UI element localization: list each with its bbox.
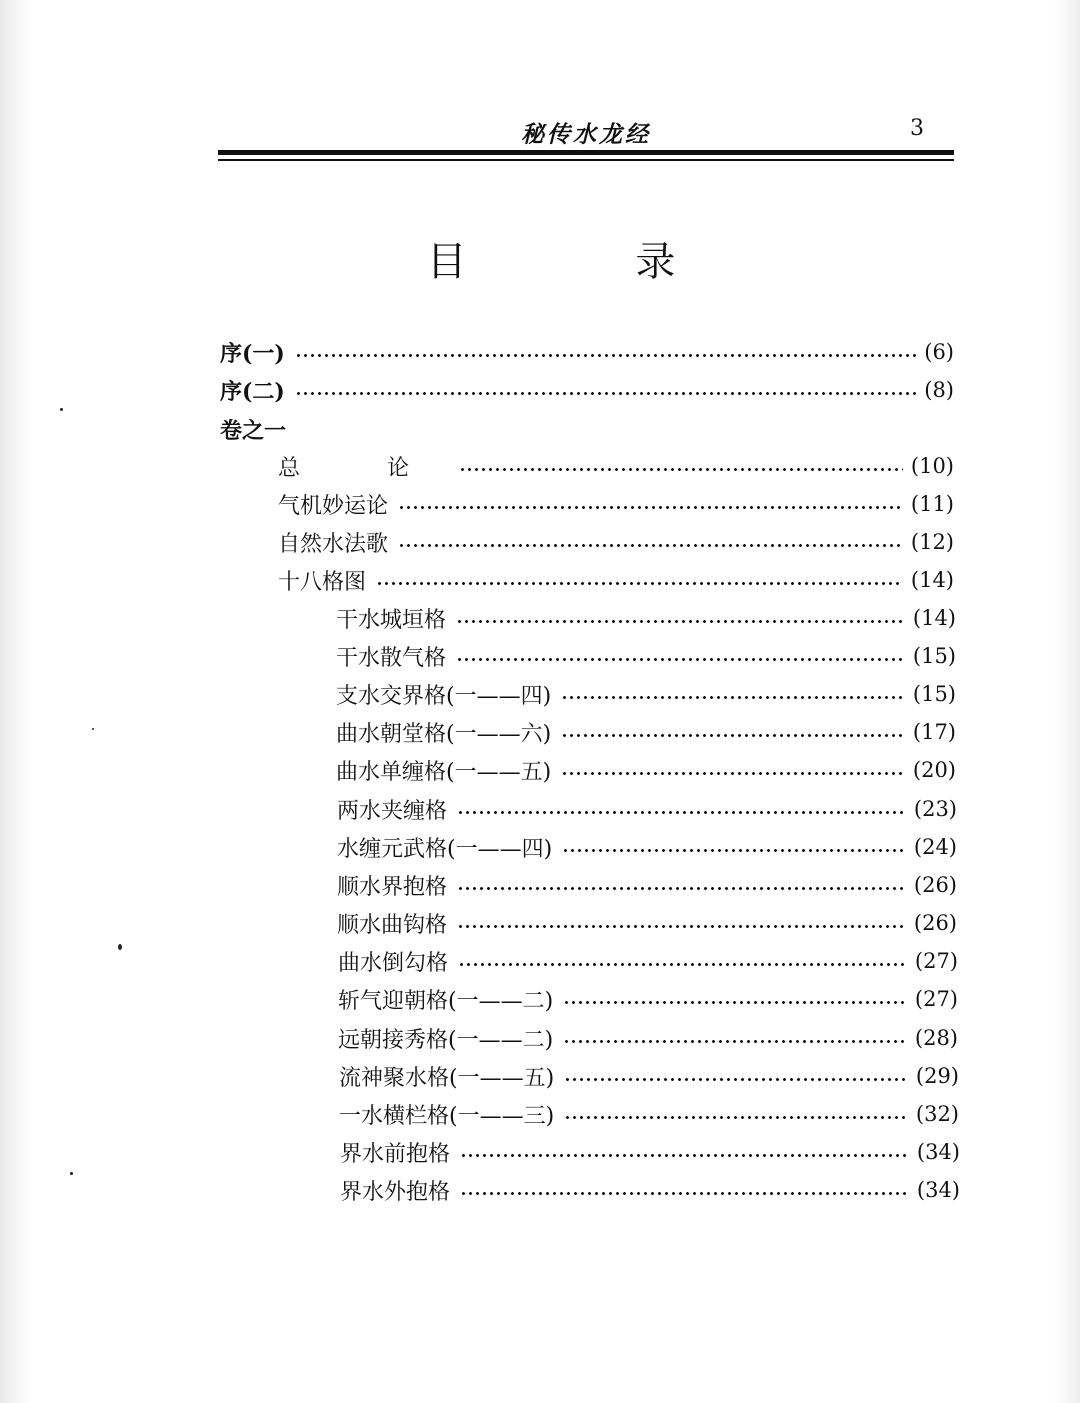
toc-entry-label: 水缠元武格(一——四) [337, 836, 553, 862]
dot-leader [457, 792, 906, 826]
toc-entry-label: 支水交界格(一——四) [336, 683, 552, 709]
toc-section-label: 卷之一 [220, 417, 287, 444]
dot-leader [561, 753, 905, 787]
dot-leader [561, 715, 905, 749]
toc-entry-page: (14) [910, 568, 954, 592]
dot-leader [457, 868, 906, 902]
toc-entry-label: 自然水法歌 [278, 531, 389, 557]
toc-entry-page: (15) [912, 644, 956, 668]
toc-entry[interactable] [337, 906, 957, 940]
toc-entry-label: 顺水曲钩格 [337, 912, 448, 938]
toc-entry[interactable] [278, 563, 954, 597]
toc-entry[interactable] [336, 677, 956, 711]
dot-leader [459, 449, 903, 483]
toc-entry-page: (34) [916, 1178, 960, 1202]
toc-entry-page: (20) [912, 758, 956, 782]
toc-heading: 目 录 [426, 239, 754, 285]
dot-leader [563, 1021, 907, 1055]
toc-entry[interactable] [220, 373, 954, 407]
toc-entry-label: 顺水界抱格 [337, 874, 448, 900]
toc-entry-page: (17) [912, 720, 956, 744]
book-title: 秘传水龙经 [521, 121, 651, 148]
dot-leader [295, 373, 916, 407]
toc-entry[interactable] [336, 639, 956, 673]
toc-entry-label: 气机妙运论 [278, 493, 389, 519]
toc-entry-label: 界水前抱格 [340, 1141, 451, 1167]
toc-entry[interactable] [338, 944, 958, 978]
dot-leader [564, 1059, 908, 1093]
toc-entry-page: (27) [914, 949, 958, 973]
dot-leader [460, 1173, 909, 1207]
toc-entry-label: 总 论 [278, 455, 449, 481]
dot-leader [456, 639, 905, 673]
toc-entry[interactable] [338, 982, 958, 1016]
toc-entry[interactable] [337, 792, 957, 826]
toc-entry[interactable] [278, 525, 954, 559]
toc-entry[interactable] [336, 601, 956, 635]
toc-entry-page: (6) [924, 340, 954, 364]
toc-entry-page: (10) [910, 454, 954, 478]
scan-speck [118, 944, 122, 950]
toc-entry-label: 一水横栏格(一——三) [339, 1103, 555, 1129]
dot-leader [398, 525, 903, 559]
dot-leader [561, 677, 905, 711]
scan-speck [92, 728, 94, 730]
toc-entry[interactable] [339, 1097, 959, 1131]
toc-entry[interactable] [337, 830, 957, 864]
toc-entry-label: 曲水单缠格(一——五) [336, 759, 552, 785]
toc-entry-label: 干水城垣格 [336, 607, 447, 633]
toc-entry-label: 曲水朝堂格(一——六) [336, 721, 552, 747]
dot-leader [563, 982, 907, 1016]
dot-leader [398, 487, 903, 521]
toc-entry-page: (28) [914, 1026, 958, 1050]
toc-entry-label: 两水夹缠格 [337, 798, 448, 824]
toc-entry-label: 十八格图 [278, 569, 367, 595]
toc-entry[interactable] [336, 753, 956, 787]
toc-entry[interactable] [340, 1135, 960, 1169]
toc-section-heading [220, 412, 520, 446]
toc-entry[interactable] [340, 1173, 960, 1207]
toc-entry[interactable] [338, 1021, 958, 1055]
toc-entry-label: 曲水倒勾格 [338, 950, 449, 976]
dot-leader [458, 944, 907, 978]
toc-entry-page: (8) [924, 378, 954, 402]
toc-entry-page: (26) [913, 911, 957, 935]
scan-speck [70, 1172, 73, 1175]
toc-entry-label: 干水散气格 [336, 645, 447, 671]
dot-leader [456, 601, 905, 635]
toc-entry-page: (11) [910, 492, 954, 516]
toc-entry-page: (15) [912, 682, 956, 706]
toc-entry-page: (32) [915, 1102, 959, 1126]
toc-entry-page: (23) [913, 797, 957, 821]
dot-leader [562, 830, 906, 864]
toc-entry-label: 界水外抱格 [340, 1179, 451, 1205]
dot-leader [564, 1097, 908, 1131]
toc-entry[interactable] [278, 487, 954, 521]
toc-entry-label: 流神聚水格(一——五) [339, 1065, 555, 1091]
toc-entry[interactable] [337, 868, 957, 902]
toc-entry-page: (12) [910, 530, 954, 554]
dot-leader [295, 335, 916, 369]
toc-entry-page: (24) [913, 835, 957, 859]
toc-entry[interactable] [336, 715, 956, 749]
scan-speck [60, 408, 63, 411]
toc-entry-label: 远朝接秀格(一——二) [338, 1027, 554, 1053]
dot-leader [457, 906, 906, 940]
toc-entry[interactable] [278, 449, 954, 483]
toc-entry-page: (34) [916, 1140, 960, 1164]
toc-entry-label: 序(一) [220, 340, 285, 367]
toc-entry-page: (27) [914, 987, 958, 1011]
toc-entry-label: 序(二) [220, 378, 285, 405]
toc-entry-page: (26) [913, 873, 957, 897]
toc-entry[interactable] [220, 335, 954, 369]
toc-entry-label: 斩气迎朝格(一——二) [338, 988, 554, 1014]
toc-entry-page: (29) [915, 1064, 959, 1088]
toc-entry[interactable] [339, 1059, 959, 1093]
dot-leader [376, 563, 903, 597]
toc-entry-page: (14) [912, 606, 956, 630]
dot-leader [460, 1135, 909, 1169]
page-number: 3 [910, 116, 924, 141]
